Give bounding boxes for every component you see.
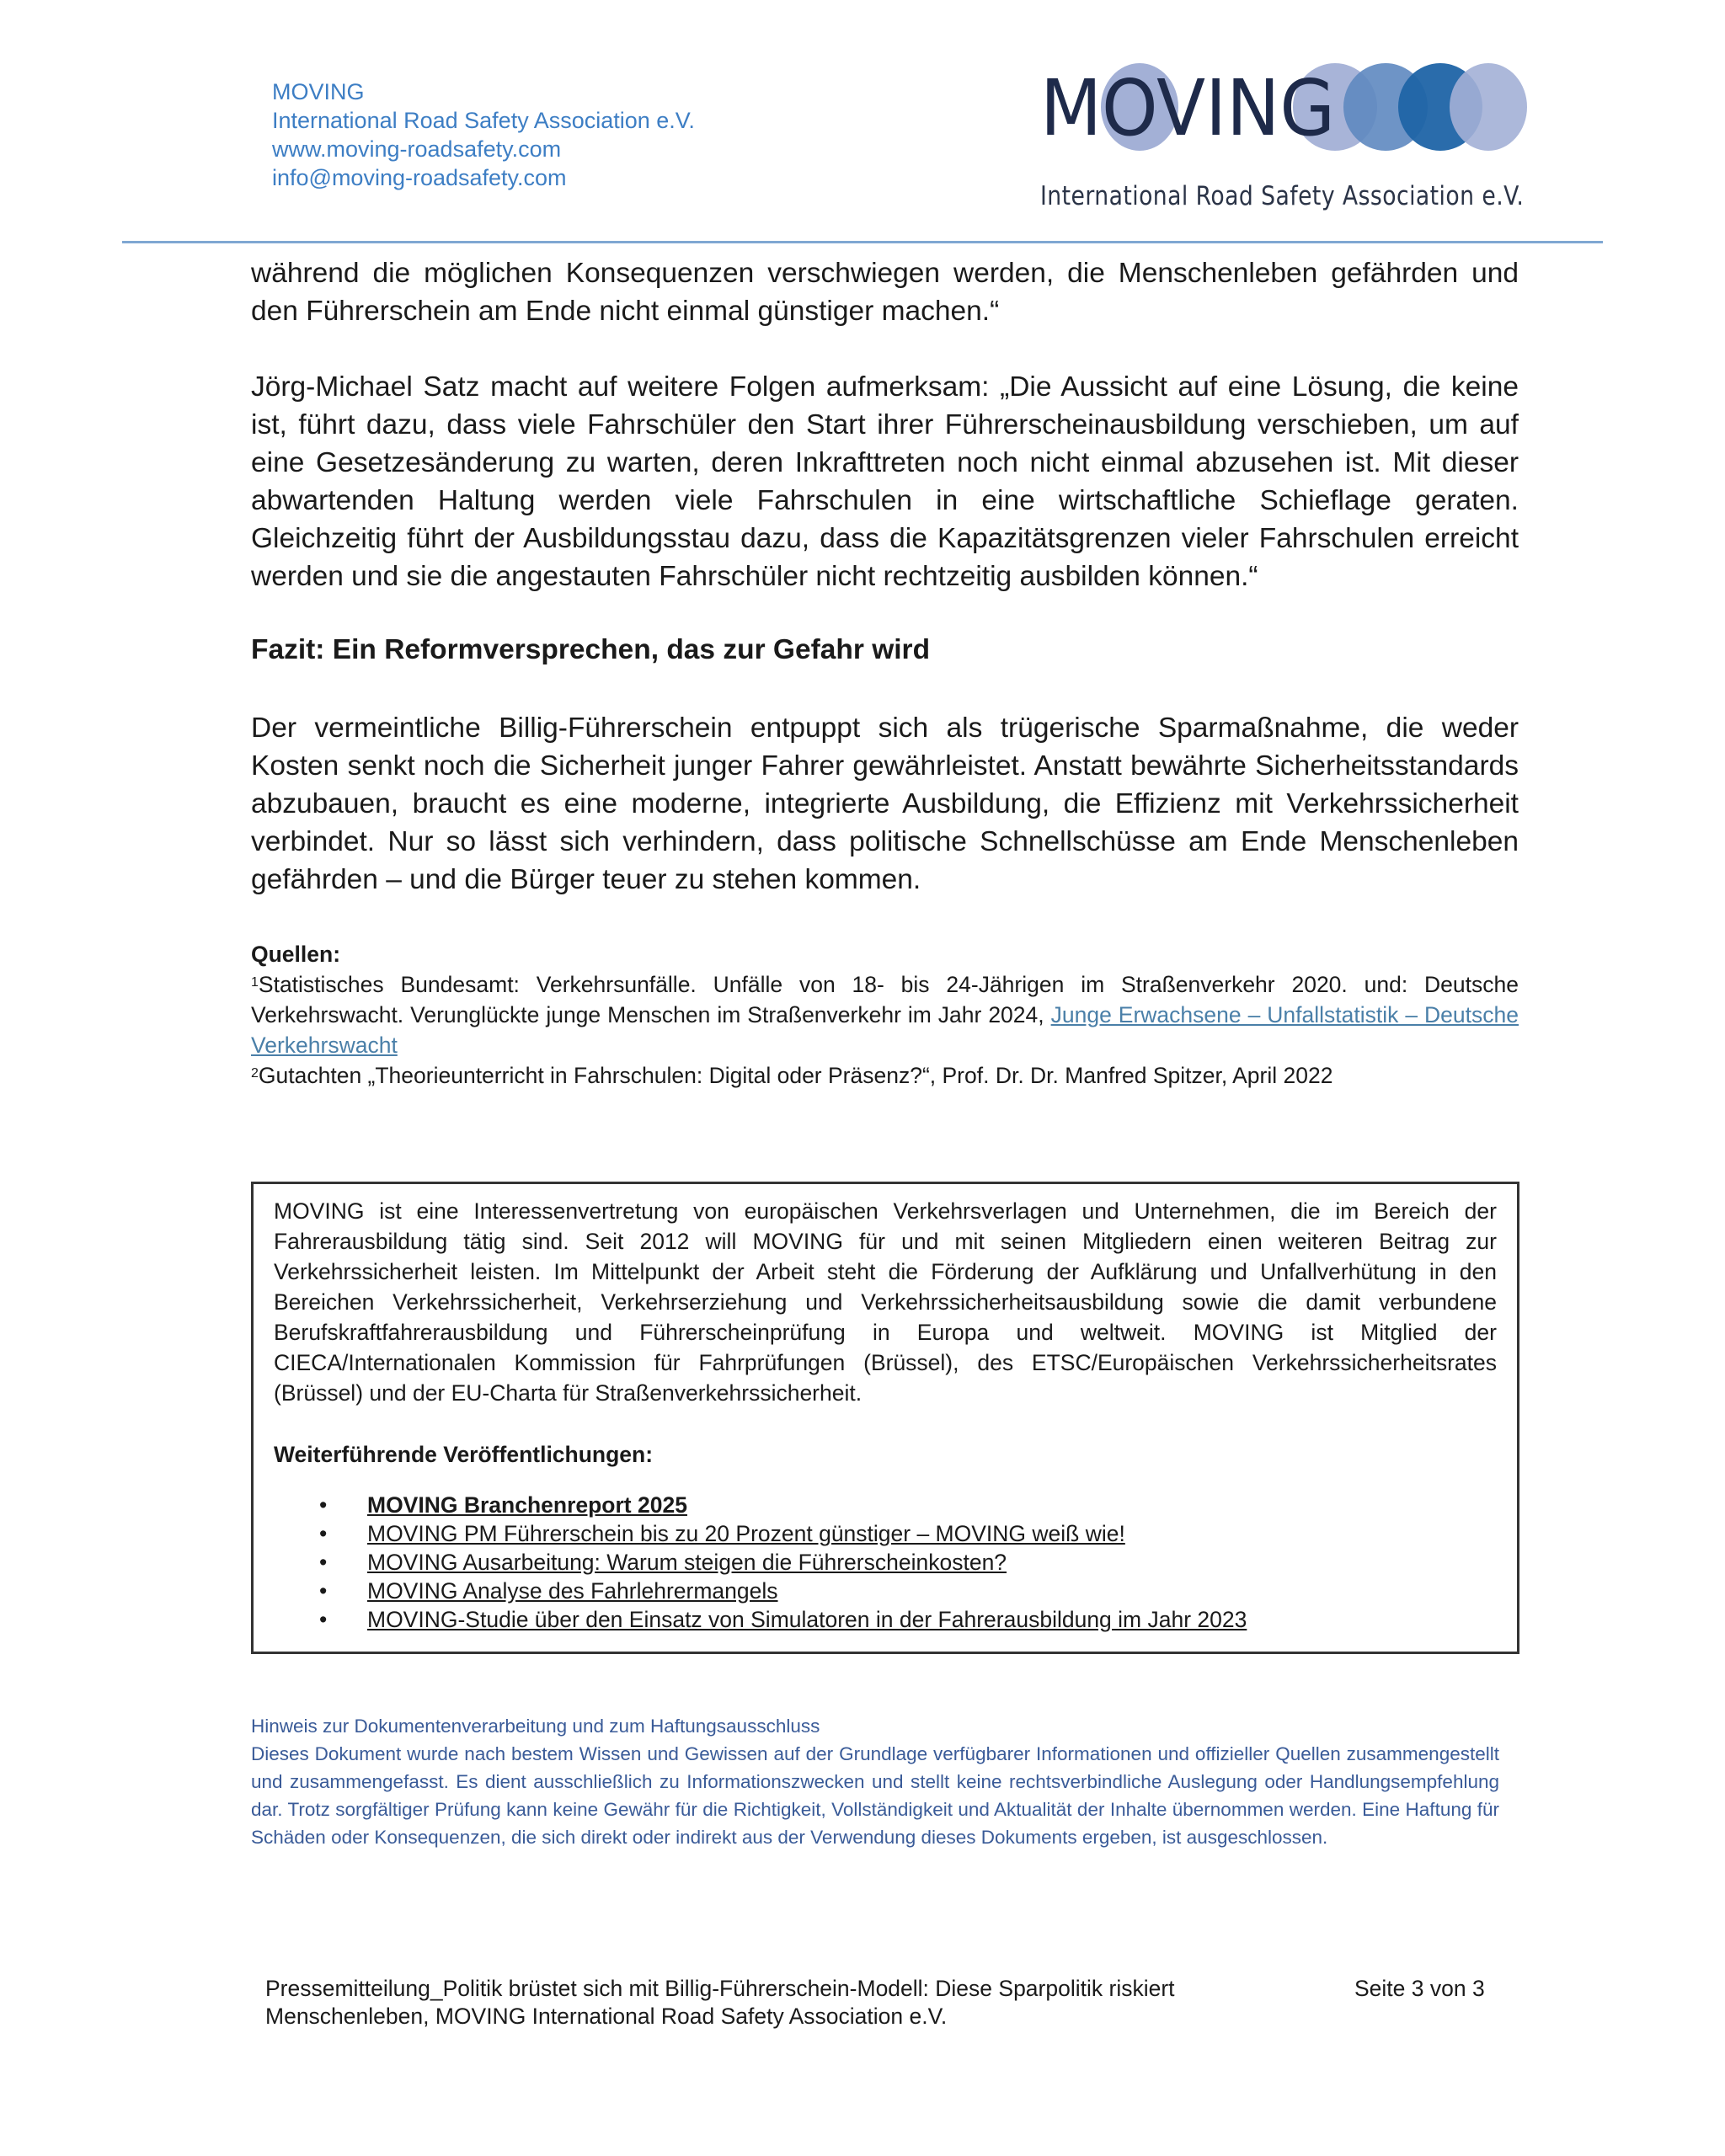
logo-wordmark: MOVING: [1040, 63, 1335, 153]
publication-link[interactable]: MOVING Analyse des Fahrlehrermangels: [367, 1578, 778, 1604]
header-divider: [122, 241, 1603, 243]
bullet-icon: •: [319, 1550, 328, 1575]
source-2-number: 2: [251, 1066, 259, 1081]
publications-list: [254, 1491, 1247, 1634]
source-1-link[interactable]: Junge Erwachsene – Unfallstatistik – Deutsche Verkehrswacht: [251, 1002, 1519, 1058]
header-website[interactable]: www.moving-roadsafety.com: [272, 136, 562, 162]
section-heading: Fazit: Ein Reformversprechen, das zur Gefahr wird: [251, 634, 931, 665]
bullet-icon: •: [319, 1607, 328, 1632]
header-email[interactable]: info@moving-roadsafety.com: [272, 165, 567, 190]
moving-logo: [1040, 61, 1529, 153]
publication-link[interactable]: MOVING PM Führerschein bis zu 20 Prozent günstiger – MOVING weiß wie!: [367, 1521, 1125, 1546]
sources-title: Quellen:: [251, 942, 341, 967]
publications-title: Weiterführende Veröffentlichungen:: [274, 1442, 654, 1467]
footer-line-1: Pressemitteilung_Politik brüstet sich mit Billig-Führerschein-Modell: Diese Sparpolitik riskiert: [265, 1976, 1175, 2001]
bullet-icon: •: [319, 1521, 328, 1546]
disclaimer-title: Hinweis zur Dokumentenverarbeitung und zum Haftungsausschluss: [251, 1716, 820, 1737]
source-1-text: Statistisches Bundesamt: Verkehrsunfälle. Unfälle von 18- bis 24-Jährigen im Straßenverkehr 2020. und: Deutsche Verkehrswacht. Verunglückte junge Menschen im Straßenverkehr im Jahr 2024,: [251, 972, 1519, 1027]
footer-title: [265, 1975, 1259, 2031]
disclaimer-text: Dieses Dokument wurde nach bestem Wissen und Gewissen auf der Grundlage verfügbarer Informationen und offizieller Quellen zusammengestellt und zusammengefasst. Es dient ausschließlich zu Informationszwecken und stellt keine rechtsverbindliche Auslegung oder Handlungsempfehlung dar. Trotz sorgfältiger Prüfung kann keine Gewähr für die Richtigkeit, Vollständigkeit und Aktualität der Inhalte übernommen werden. Eine Haftung für Schäden oder Konsequenzen, die sich direkt oder indirekt aus der Verwendung dieses Dokuments ergeben, ist ausgeschlossen.: [251, 1743, 1499, 1848]
article-paragraph-3: Der vermeintliche Billig-Führerschein entpuppt sich als trügerische Sparmaßnahme, die weder Kosten senkt noch die Sicherheit junger Fahrer gewährleistet. Anstatt bewährte Sicherheitsstandards abzubauen, braucht es eine moderne, integrierte Ausbildung, die Effizienz mit Verkehrssicherheit verbindet. Nur so lässt sich verhindern, dass politische Schnellschüsse am Ende Menschenleben gefährden – und die Bürger teuer zu stehen kommen.: [251, 712, 1519, 895]
footer-line-2: Menschenleben, MOVING International Road Safety Association e.V.: [265, 2004, 948, 2029]
header-org-full: International Road Safety Association e.V.: [272, 108, 695, 133]
source-1: [251, 969, 1519, 1060]
source-1-number: 1: [251, 975, 259, 990]
header-org-name: MOVING: [272, 79, 365, 104]
publication-item: [254, 1577, 1247, 1605]
article-paragraph-1: während die möglichen Konsequenzen verschwiegen werden, die Menschenleben gefährden und den Führerschein am Ende nicht einmal günstiger machen.“: [251, 258, 1519, 327]
publication-item: [254, 1491, 1247, 1519]
about-text: MOVING ist eine Interessenvertretung von europäischen Verkehrsverlagen und Unternehmen, die im Bereich der Fahrerausbildung tätig sind. Seit 2012 will MOVING für und mit seinen Mitgliedern einen weiteren Beitrag zur Verkehrssicherheit leisten. Im Mittelpunkt der Arbeit steht die Förderung der Aufklärung und Unfallverhütung in den Bereichen Verkehrssicherheit, Verkehrserziehung und Verkehrssicherheitsausbildung sowie die damit verbundene Berufskraftfahrerausbildung und Führerscheinprüfung in Europa und weltweit. MOVING ist Mitglied der CIECA/Internationalen Kommission für Fahrprüfungen (Brüssel), des ETSC/Europäischen Verkehrssicherheitsrates (Brüssel) und der EU-Charta für Straßenverkehrssicherheit.: [274, 1198, 1497, 1406]
publication-item: [254, 1548, 1247, 1577]
publication-item: [254, 1605, 1247, 1634]
bullet-icon: •: [319, 1492, 328, 1518]
bullet-icon: •: [319, 1578, 328, 1604]
source-2: [251, 1060, 1519, 1091]
page-number: Seite 3 von 3: [1354, 1976, 1485, 2001]
logo-tagline: International Road Safety Association e.V.: [1040, 181, 1525, 211]
source-2-text: Gutachten „Theorieunterricht in Fahrschulen: Digital oder Präsenz?“, Prof. Dr. Dr. Manfred Spitzer, April 2022: [258, 1063, 1333, 1088]
article-paragraph-2: Jörg-Michael Satz macht auf weitere Folgen aufmerksam: „Die Aussicht auf eine Lösung, die keine ist, führt dazu, dass viele Fahrschüler den Start ihrer Führerscheinausbildung verschieben, um auf eine Gesetzesänderung zu warten, deren Inkrafttreten noch nicht einmal abzusehen ist. Mit dieser abwartenden Haltung werden viele Fahrschulen in eine wirtschaftliche Schieflage geraten. Gleichzeitig führt der Ausbildungsstau dazu, dass die Kapazitätsgrenzen vieler Fahrschulen erreicht werden und sie die angestauten Fahrschüler nicht rechtzeitig ausbilden können.“: [251, 371, 1519, 592]
publication-link[interactable]: MOVING Branchenreport 2025: [367, 1492, 687, 1518]
publication-link[interactable]: MOVING Ausarbeitung: Warum steigen die Führerscheinkosten?: [367, 1550, 1007, 1575]
about-box: [251, 1182, 1519, 1654]
publication-link[interactable]: MOVING-Studie über den Einsatz von Simulatoren in der Fahrerausbildung im Jahr 2023: [367, 1607, 1247, 1632]
publication-item: [254, 1519, 1247, 1548]
header-contact: [272, 77, 695, 192]
